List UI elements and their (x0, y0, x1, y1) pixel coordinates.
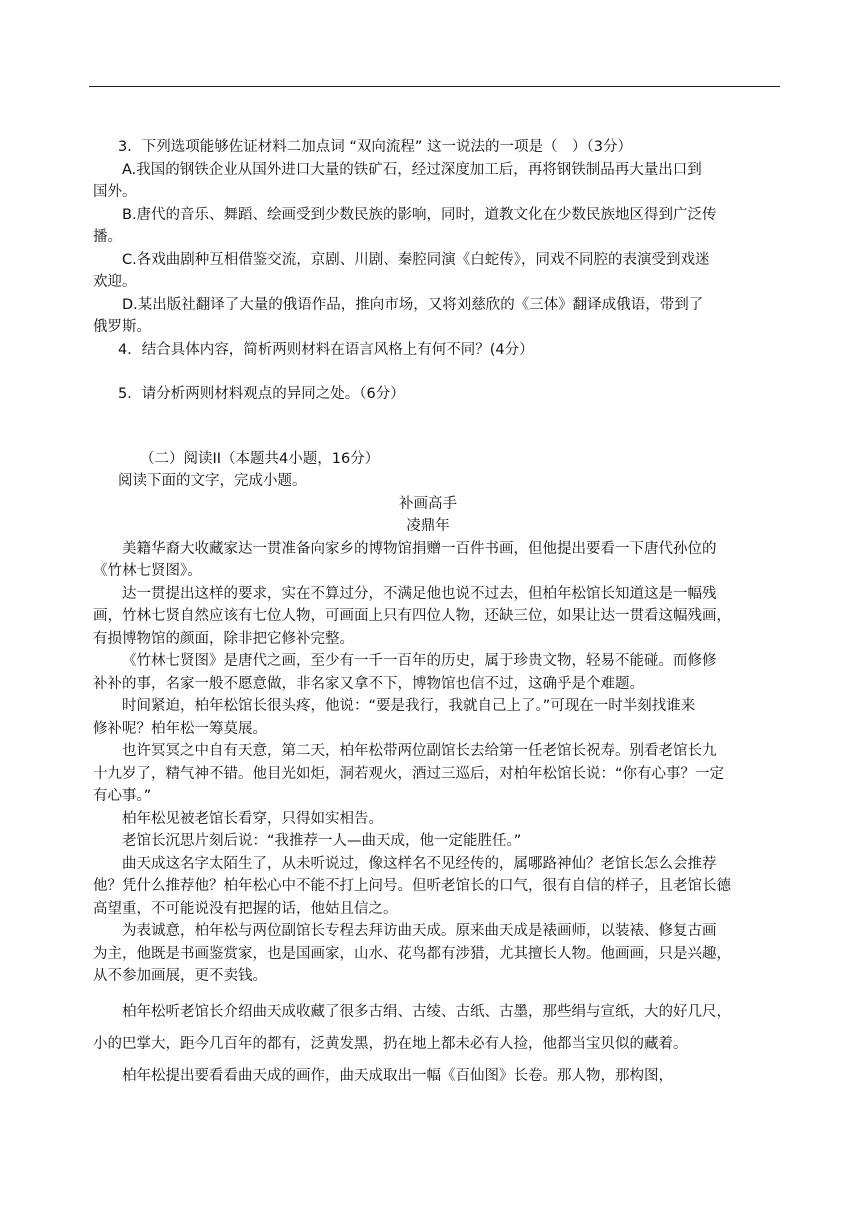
paragraph-line: 美籍华裔大收藏家达一贯准备向家乡的博物馆捐赠一百件书画，但他提出要看一下唐代孙位的 (122, 540, 717, 557)
paragraph-line: 时间紧迫，柏年松馆长很头疼，他说：“要是我行，我就自己上了。”可现在一时半刻找谁来 (122, 698, 696, 714)
paragraph-line: 《竹林七贤图》。 (93, 563, 202, 579)
q3-stem: 3．下列选项能够佐证材料二加点词 “双向流程” 这一说法的一项是（ ）（3分） (118, 139, 632, 155)
paragraph (93, 920, 770, 988)
paragraph-line: 高望重，不可能说没有把握的话，他姑且信之。 (93, 900, 398, 917)
paragraph (93, 695, 770, 740)
paragraph (93, 830, 770, 853)
paragraph (93, 538, 770, 583)
paragraph-line: 柏年松听老馆长介绍曲天成收藏了很多古绢、古绫、古纸、古墨，那些绢与宣纸，大的好几尺， (122, 1003, 731, 1020)
paragraph-line: 十九岁了，精气神不错。他目光如炬，洞若观火，酒过三巡后，对柏年松馆长说：“你有心事？一定 (93, 765, 725, 782)
story-author: 凌鼎年 (406, 518, 450, 534)
q3-option-b-line1: B.唐代的音乐、舞蹈、绘画受到少数民族的影响，同时，道教文化在少数民族地区得到广泛传 (122, 206, 717, 223)
paragraph-line: 有损博物馆的颜面，除非把它修补完整。 (93, 630, 354, 647)
q3-option-c-line2: 欢迎。 (93, 274, 137, 290)
q3-option-d-line1: D.某出版社翻译了大量的俄语作品，推向市场，又将刘慈欣的《三体》翻译成俄语，带到了 (122, 296, 704, 313)
paragraph (93, 1060, 770, 1092)
section-instruction: 阅读下面的文字，完成小题。 (118, 473, 307, 489)
paragraph (93, 853, 770, 921)
q3-option-b-line2: 播。 (93, 229, 122, 245)
q3-option-a-line1: A.我国的钢铁企业从国外进口大量的铁矿石，经过深度加工后，再将钢铁制品再大量出口到 (122, 161, 702, 178)
q3-option-d-line2: 俄罗斯。 (93, 319, 151, 335)
paragraph (93, 740, 770, 808)
paragraph-line: 柏年松见被老馆长看穿，只得如实相告。 (122, 810, 383, 827)
q5-stem: 5．请分析两则材料观点的异同之处。（6分） (118, 386, 405, 402)
paragraph (93, 650, 770, 695)
story-body (93, 538, 770, 1092)
paragraph-line: 也许冥冥之中自有天意，第二天，柏年松带两位副馆长去给第一任老馆长祝寿。别看老馆长九 (122, 743, 717, 759)
paragraph-line: 为主，他既是书画鉴赏家，也是国画家，山水、花鸟都有涉猎，尤其擅长人物。他画画，只是兴趣， (93, 945, 731, 962)
paragraph-line: 柏年松提出要看看曲天成的画作，曲天成取出一幅《百仙图》长卷。那人物，那构图， (122, 1067, 673, 1084)
paragraph-line: 老馆长沉思片刻后说：“我推荐一人—曲天成，他一定能胜任。” (122, 833, 522, 849)
story-title: 补画高手 (399, 495, 457, 512)
paragraph-line: 曲天成这名字太陌生了，从未听说过，像这样名不见经传的，属哪路神仙？老馆长怎么会推荐 (122, 855, 717, 872)
paragraph-line: 修补呢？柏年松一筹莫展。 (93, 720, 267, 737)
paragraph-line: 《竹林七贤图》是唐代之画，至少有一千一百年的历史，属于珍贵文物，轻易不能碰。而修修 (122, 653, 717, 669)
paragraph-line: 画，竹林七贤自然应该有七位人物，可画面上只有四位人物，还缺三位，如果让达一贯看这幅残画， (93, 608, 731, 624)
q4-stem: 4．结合具体内容，简析两则材料在语言风格上有何不同？(4分） (118, 341, 534, 358)
paragraph-line: 补补的事，名家一般不愿意做，非名家又拿不下，博物馆也信不过，这确乎是个难题。 (93, 675, 644, 692)
paragraph (93, 808, 770, 831)
paragraph-line: 小的巴掌大，距今几百年的都有，泛黄发黑，扔在地上都未必有人捡，他都当宝贝似的藏着。 (93, 1035, 688, 1052)
header-rule (89, 86, 780, 87)
paragraph (93, 583, 770, 651)
paragraph-line: 他？凭什么推荐他？柏年松心中不能不打上问号。但听老馆长的口气，很有自信的样子，且老馆长德 (93, 878, 731, 894)
paragraph-line: 达一贯提出这样的要求，实在不算过分，不满足他也说不过去，但柏年松馆长知道这是一幅残 (122, 585, 717, 602)
q3-option-c-line1: C.各戏曲剧种互相借鉴交流，京剧、川剧、秦腔同演《白蛇传》，同戏不同腔的表演受到戏迷 (122, 251, 710, 268)
document-page (93, 136, 770, 1092)
section-heading: （二）阅读II（本题共4小题，16分） (140, 450, 380, 467)
q3-option-a-line2: 国外。 (93, 184, 137, 200)
paragraph-line: 为表诚意，柏年松与两位副馆长专程去拜访曲天成。原来曲天成是裱画师，以装裱、修复古画 (122, 923, 717, 939)
paragraph-line: 从不参加画展，更不卖钱。 (93, 968, 267, 984)
paragraph-line: 有心事。” (93, 788, 152, 804)
paragraph (93, 996, 770, 1060)
